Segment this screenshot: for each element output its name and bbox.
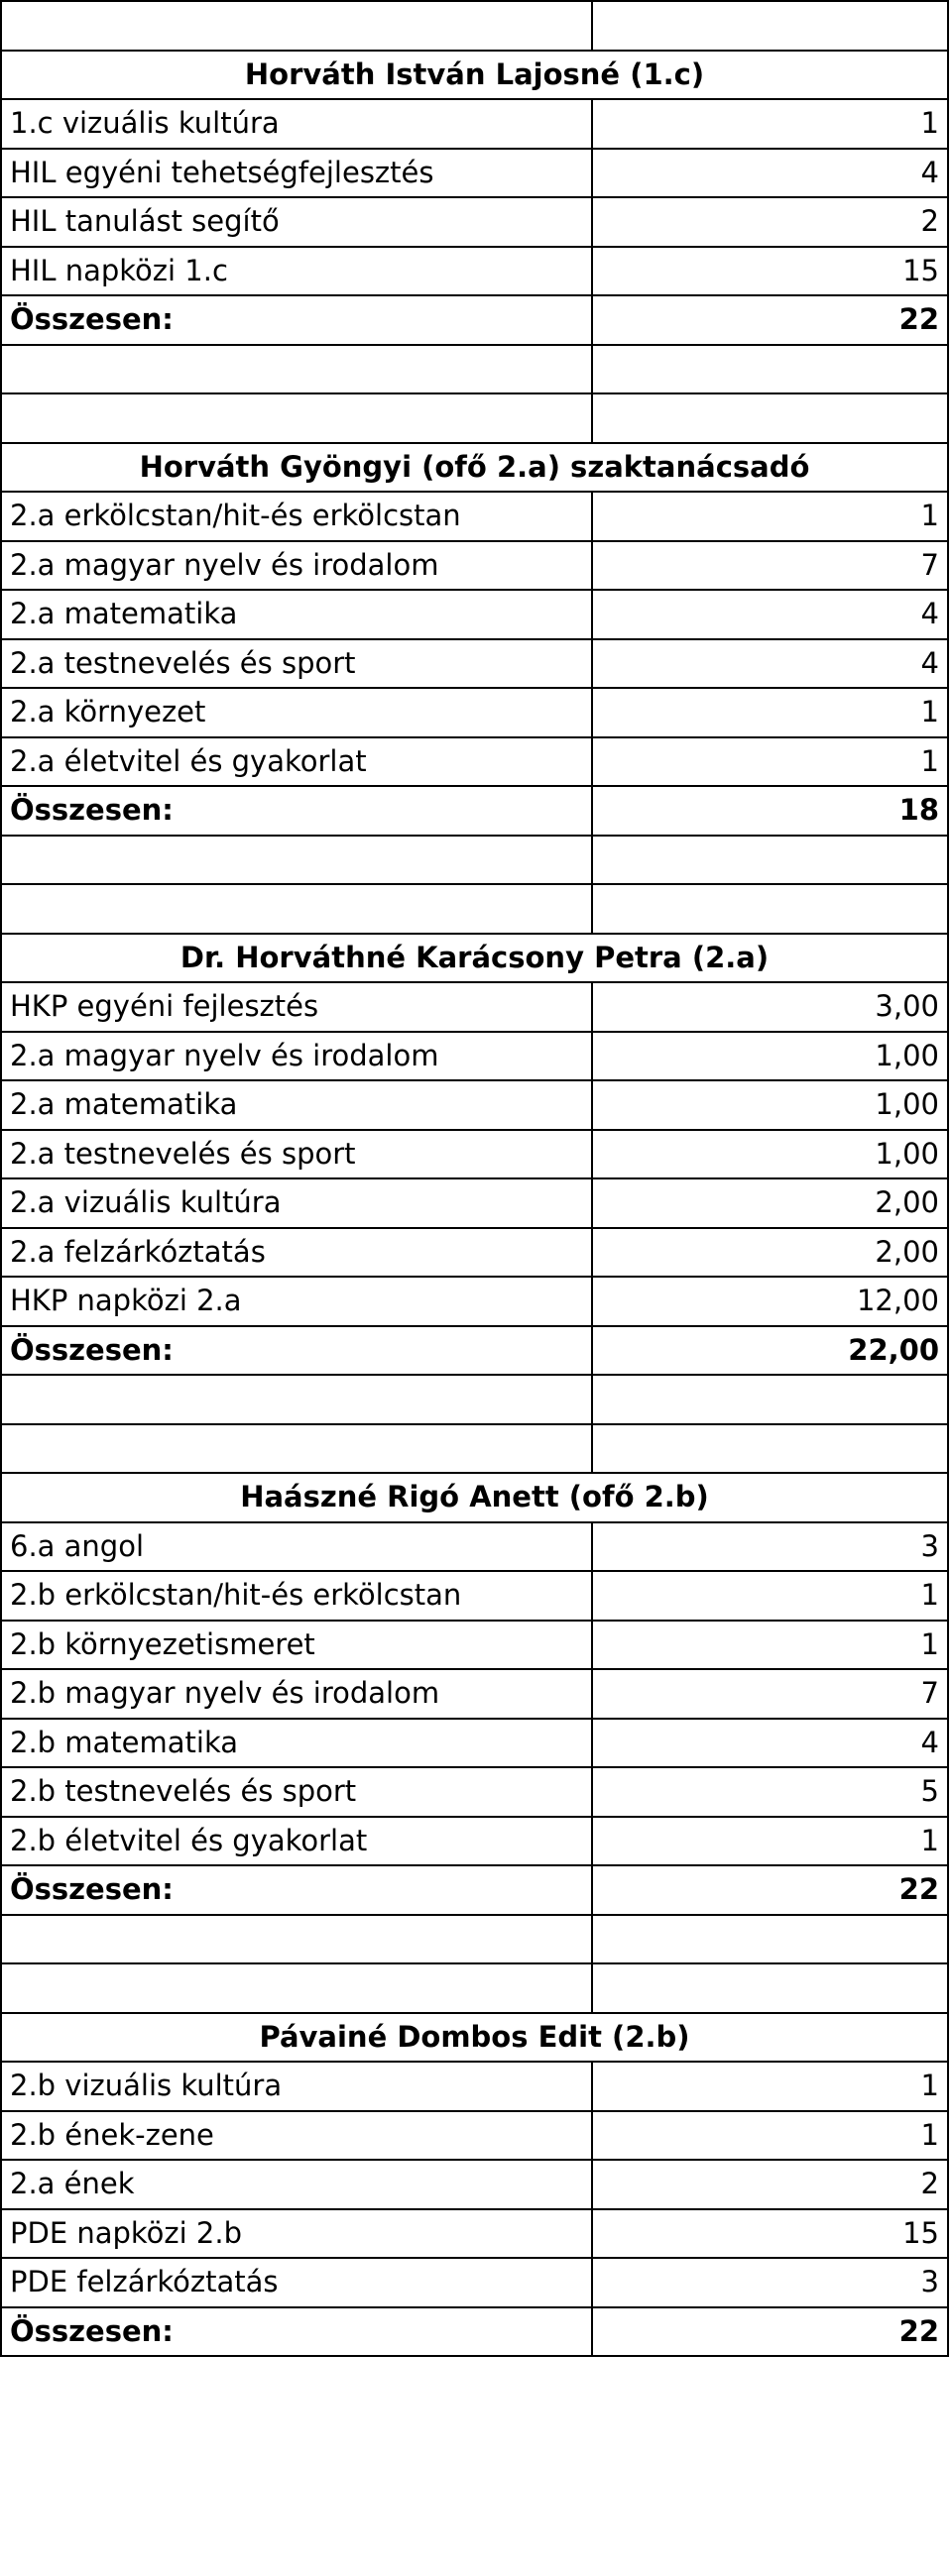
- hours-value: 4: [592, 639, 948, 689]
- teacher-name: Pávainé Dombos Edit (2.b): [1, 2013, 948, 2063]
- subject-row: [1, 982, 948, 1032]
- subject-label: 2.a magyar nyelv és irodalom: [1, 1032, 592, 1081]
- total-row: [1, 295, 948, 345]
- total-label: Összesen:: [1, 2307, 592, 2357]
- spacer-row: [1, 1, 948, 51]
- empty-cell: [1, 393, 592, 443]
- spacer-row: [1, 836, 948, 885]
- hours-value: 2: [592, 197, 948, 247]
- subject-label: 2.a matematika: [1, 1080, 592, 1130]
- total-row: [1, 786, 948, 836]
- subject-row: [1, 1719, 948, 1768]
- teacher-header-row: [1, 51, 948, 100]
- hours-value: 4: [592, 590, 948, 639]
- empty-cell: [1, 1, 592, 51]
- empty-cell: [592, 1, 948, 51]
- hours-value: 1,00: [592, 1080, 948, 1130]
- empty-cell: [592, 1915, 948, 1964]
- total-value: 22: [592, 295, 948, 345]
- subject-row: [1, 1522, 948, 1572]
- empty-cell: [592, 393, 948, 443]
- subject-label: HKP egyéni fejlesztés: [1, 982, 592, 1032]
- empty-cell: [592, 345, 948, 394]
- subject-label: HIL napközi 1.c: [1, 247, 592, 296]
- subject-row: [1, 2111, 948, 2161]
- empty-cell: [1, 836, 592, 885]
- total-value: 22: [592, 2307, 948, 2357]
- subject-row: [1, 1032, 948, 1081]
- subject-label: 2.b matematika: [1, 1719, 592, 1768]
- teacher-name: Horváth István Lajosné (1.c): [1, 51, 948, 100]
- subject-label: 2.b életvitel és gyakorlat: [1, 1817, 592, 1866]
- subject-row: [1, 1228, 948, 1278]
- total-value: 18: [592, 786, 948, 836]
- hours-value: 2: [592, 2160, 948, 2209]
- hours-value: 5: [592, 1767, 948, 1817]
- empty-cell: [1, 1915, 592, 1964]
- subject-row: [1, 247, 948, 296]
- subject-row: [1, 2160, 948, 2209]
- teacher-header-row: [1, 443, 948, 493]
- hours-value: 12,00: [592, 1277, 948, 1326]
- subject-row: [1, 639, 948, 689]
- subject-row: [1, 541, 948, 591]
- subject-label: 2.a matematika: [1, 590, 592, 639]
- total-row: [1, 1865, 948, 1915]
- subject-label: 6.a angol: [1, 1522, 592, 1572]
- hours-value: 7: [592, 1669, 948, 1719]
- spacer-row: [1, 345, 948, 394]
- hours-value: 1: [592, 688, 948, 737]
- hours-value: 1: [592, 1817, 948, 1866]
- teacher-name: Haászné Rigó Anett (ofő 2.b): [1, 1473, 948, 1522]
- total-value: 22,00: [592, 1326, 948, 1376]
- empty-cell: [592, 1424, 948, 1474]
- subject-row: [1, 1080, 948, 1130]
- empty-cell: [1, 1424, 592, 1474]
- teacher-header-row: [1, 1473, 948, 1522]
- subject-label: 2.a testnevelés és sport: [1, 1130, 592, 1179]
- empty-cell: [592, 1375, 948, 1424]
- subject-row: [1, 2258, 948, 2307]
- subject-row: [1, 688, 948, 737]
- teacher-header-row: [1, 934, 948, 983]
- hours-value: 4: [592, 149, 948, 198]
- subject-row: [1, 197, 948, 247]
- hours-value: 1: [592, 1571, 948, 1621]
- sheet-body: [1, 1, 948, 2356]
- total-row: [1, 2307, 948, 2357]
- subject-label: PDE felzárkóztatás: [1, 2258, 592, 2307]
- subject-label: HIL tanulást segítő: [1, 197, 592, 247]
- subject-label: HKP napközi 2.a: [1, 1277, 592, 1326]
- hours-value: 1,00: [592, 1130, 948, 1179]
- spacer-row: [1, 1424, 948, 1474]
- subject-label: 2.a erkölcstan/hit-és erkölcstan: [1, 492, 592, 541]
- empty-cell: [592, 1963, 948, 2013]
- hours-value: 1: [592, 2062, 948, 2111]
- teacher-header-row: [1, 2013, 948, 2063]
- subject-label: 1.c vizuális kultúra: [1, 99, 592, 149]
- empty-cell: [1, 1963, 592, 2013]
- subject-row: [1, 99, 948, 149]
- hours-value: 2,00: [592, 1228, 948, 1278]
- total-label: Összesen:: [1, 295, 592, 345]
- subject-row: [1, 492, 948, 541]
- hours-value: 2,00: [592, 1178, 948, 1228]
- total-value: 22: [592, 1865, 948, 1915]
- subject-row: [1, 1669, 948, 1719]
- empty-cell: [592, 884, 948, 934]
- empty-cell: [592, 836, 948, 885]
- subject-row: [1, 590, 948, 639]
- hours-value: 1: [592, 1621, 948, 1670]
- subject-label: 2.a vizuális kultúra: [1, 1178, 592, 1228]
- subject-row: [1, 1767, 948, 1817]
- subject-label: 2.b környezetismeret: [1, 1621, 592, 1670]
- empty-cell: [1, 884, 592, 934]
- subject-label: 2.b magyar nyelv és irodalom: [1, 1669, 592, 1719]
- total-label: Összesen:: [1, 1326, 592, 1376]
- subject-row: [1, 2062, 948, 2111]
- total-label: Összesen:: [1, 786, 592, 836]
- subject-label: 2.b ének-zene: [1, 2111, 592, 2161]
- subject-row: [1, 1817, 948, 1866]
- subject-label: PDE napközi 2.b: [1, 2209, 592, 2259]
- hours-value: 1: [592, 737, 948, 787]
- subject-label: 2.b vizuális kultúra: [1, 2062, 592, 2111]
- spacer-row: [1, 1915, 948, 1964]
- empty-cell: [1, 345, 592, 394]
- spacer-row: [1, 1963, 948, 2013]
- total-label: Összesen:: [1, 1865, 592, 1915]
- hours-value: 1,00: [592, 1032, 948, 1081]
- hours-value: 3,00: [592, 982, 948, 1032]
- teacher-name: Horváth Gyöngyi (ofő 2.a) szaktanácsadó: [1, 443, 948, 493]
- subject-label: 2.a ének: [1, 2160, 592, 2209]
- hours-value: 7: [592, 541, 948, 591]
- empty-cell: [1, 1375, 592, 1424]
- subject-row: [1, 2209, 948, 2259]
- subject-row: [1, 1277, 948, 1326]
- subject-row: [1, 1130, 948, 1179]
- hours-value: 1: [592, 2111, 948, 2161]
- total-row: [1, 1326, 948, 1376]
- subject-label: 2.a magyar nyelv és irodalom: [1, 541, 592, 591]
- subject-label: 2.a életvitel és gyakorlat: [1, 737, 592, 787]
- hours-value: 15: [592, 247, 948, 296]
- teacher-name: Dr. Horváthné Karácsony Petra (2.a): [1, 934, 948, 983]
- spacer-row: [1, 393, 948, 443]
- hours-value: 3: [592, 1522, 948, 1572]
- subject-row: [1, 737, 948, 787]
- subject-label: 2.b erkölcstan/hit-és erkölcstan: [1, 1571, 592, 1621]
- subject-row: [1, 1621, 948, 1670]
- subject-row: [1, 1571, 948, 1621]
- subject-label: HIL egyéni tehetségfejlesztés: [1, 149, 592, 198]
- hours-value: 15: [592, 2209, 948, 2259]
- subject-label: 2.a környezet: [1, 688, 592, 737]
- hours-value: 1: [592, 492, 948, 541]
- subject-row: [1, 1178, 948, 1228]
- hours-value: 4: [592, 1719, 948, 1768]
- subject-label: 2.a testnevelés és sport: [1, 639, 592, 689]
- spacer-row: [1, 884, 948, 934]
- hours-value: 1: [592, 99, 948, 149]
- subject-row: [1, 149, 948, 198]
- subject-label: 2.b testnevelés és sport: [1, 1767, 592, 1817]
- subject-label: 2.a felzárkóztatás: [1, 1228, 592, 1278]
- spacer-row: [1, 1375, 948, 1424]
- hours-value: 3: [592, 2258, 948, 2307]
